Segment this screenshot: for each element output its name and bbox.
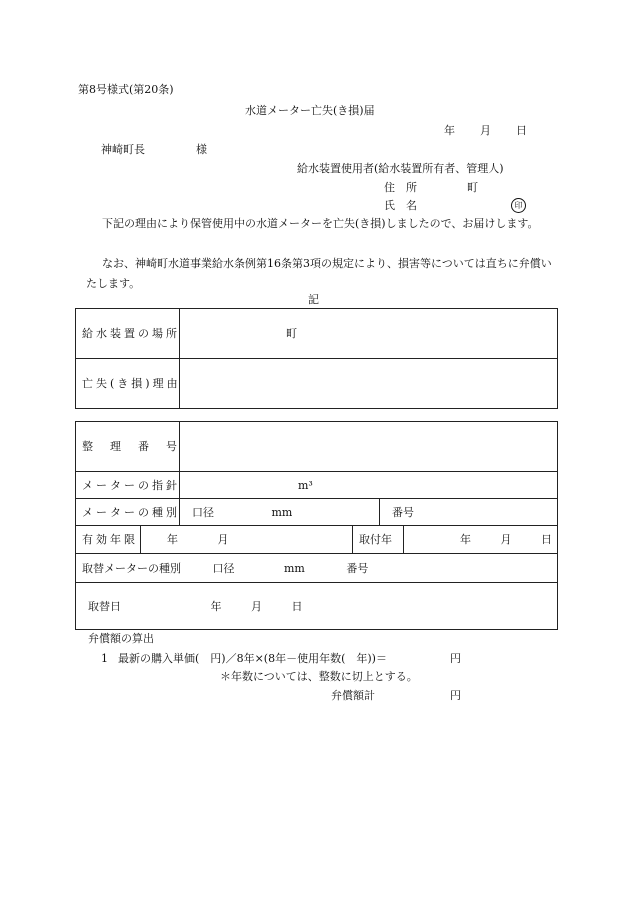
address-town: 町 (467, 181, 478, 194)
applicant-heading: 給水装置使用者(給水装置所有者、管理人) (297, 162, 504, 175)
location-field[interactable] (180, 309, 558, 359)
meter-reading-field[interactable] (180, 472, 558, 499)
name-label: 氏 名 (384, 199, 417, 212)
total-yen: 円 (450, 689, 461, 702)
replace-date-label: 取替日 (88, 599, 121, 613)
install-month: 月 (500, 533, 512, 546)
install-year-label: 取付年 (353, 526, 404, 553)
date-month: 月 (480, 124, 491, 137)
meter-info-table (75, 421, 558, 630)
reason-row (76, 359, 558, 409)
calc-formula: 最新の購入単価( 円)／8年×(8年－使用年数( 年))＝ (118, 652, 387, 665)
reason-label: 亡失(き損)理由 (76, 359, 180, 409)
replace-unit-mm: mm (284, 561, 305, 575)
calc-note: ＊年数については、整数に切上とする。 (220, 670, 418, 683)
form-title: 水道メーター亡失(き損)届 (245, 104, 375, 117)
date-year: 年 (444, 124, 455, 137)
location-label: 給水装置の場所 (76, 309, 180, 359)
caliber-label: 口径 (192, 505, 214, 519)
location-town: 町 (286, 327, 297, 340)
location-reason-table (75, 308, 558, 409)
replace-date-cell[interactable] (76, 583, 558, 630)
replace-month: 月 (251, 599, 262, 613)
meter-number-field[interactable] (380, 499, 558, 526)
replace-number: 番号 (346, 561, 369, 575)
number-label: 番号 (392, 505, 414, 519)
calc-heading: 弁償額の算出 (88, 632, 154, 645)
calc-yen: 円 (450, 652, 461, 665)
unit-mm: mm (271, 505, 293, 519)
replace-type-cell[interactable] (76, 554, 558, 583)
reg-no-field[interactable] (180, 422, 558, 472)
date-day: 日 (516, 124, 527, 137)
meter-reading-label: メーターの指針 (76, 472, 180, 499)
install-day: 日 (541, 533, 552, 546)
location-row (76, 309, 558, 359)
valid-period-label: 有効年限 (76, 526, 141, 554)
calc-item-no: 1 (101, 652, 108, 665)
replace-type-label: 取替メーターの種別 (82, 561, 181, 575)
replace-caliber: 口径 (212, 561, 235, 575)
valid-period-field[interactable] (141, 526, 353, 554)
body-paragraph-2: なお、神崎町水道事業給水条例第16条第3項の規定により、損害等については直ちに弁償いたします。 (86, 257, 552, 290)
valid-period-row (76, 526, 558, 554)
replace-date-row (76, 583, 558, 630)
meter-reading-row (76, 472, 558, 499)
meter-type-row (76, 499, 558, 526)
reg-no-label: 整 理 番 号 (76, 422, 180, 472)
replace-type-row (76, 554, 558, 583)
addressee-honorific: 様 (196, 143, 207, 156)
install-year-cell (353, 526, 558, 554)
ki-label: 記 (308, 293, 319, 306)
install-year: 年 (460, 533, 471, 546)
seal-icon: 印 (511, 198, 526, 213)
body-paragraph-1: 下記の理由により保管使用中の水道メーターを亡失(き損)しましたので、お届けします。 (102, 217, 539, 230)
form-number: 第8号様式(第20条) (78, 83, 174, 96)
addressee-name: 神崎町長 (101, 143, 145, 156)
meter-type-label: メーターの種別 (76, 499, 180, 526)
install-date-field[interactable] (404, 534, 557, 545)
replace-day: 日 (291, 599, 303, 613)
replace-year: 年 (210, 599, 222, 613)
valid-month: 月 (217, 533, 229, 546)
seal-mark (511, 198, 526, 213)
address-label: 住 所 (384, 181, 417, 194)
unit-m3: m³ (298, 478, 313, 492)
meter-type-field[interactable] (180, 499, 380, 526)
total-label: 弁償額計 (331, 689, 375, 702)
valid-year: 年 (167, 533, 178, 546)
reason-field[interactable] (180, 359, 558, 409)
reg-no-row (76, 422, 558, 472)
